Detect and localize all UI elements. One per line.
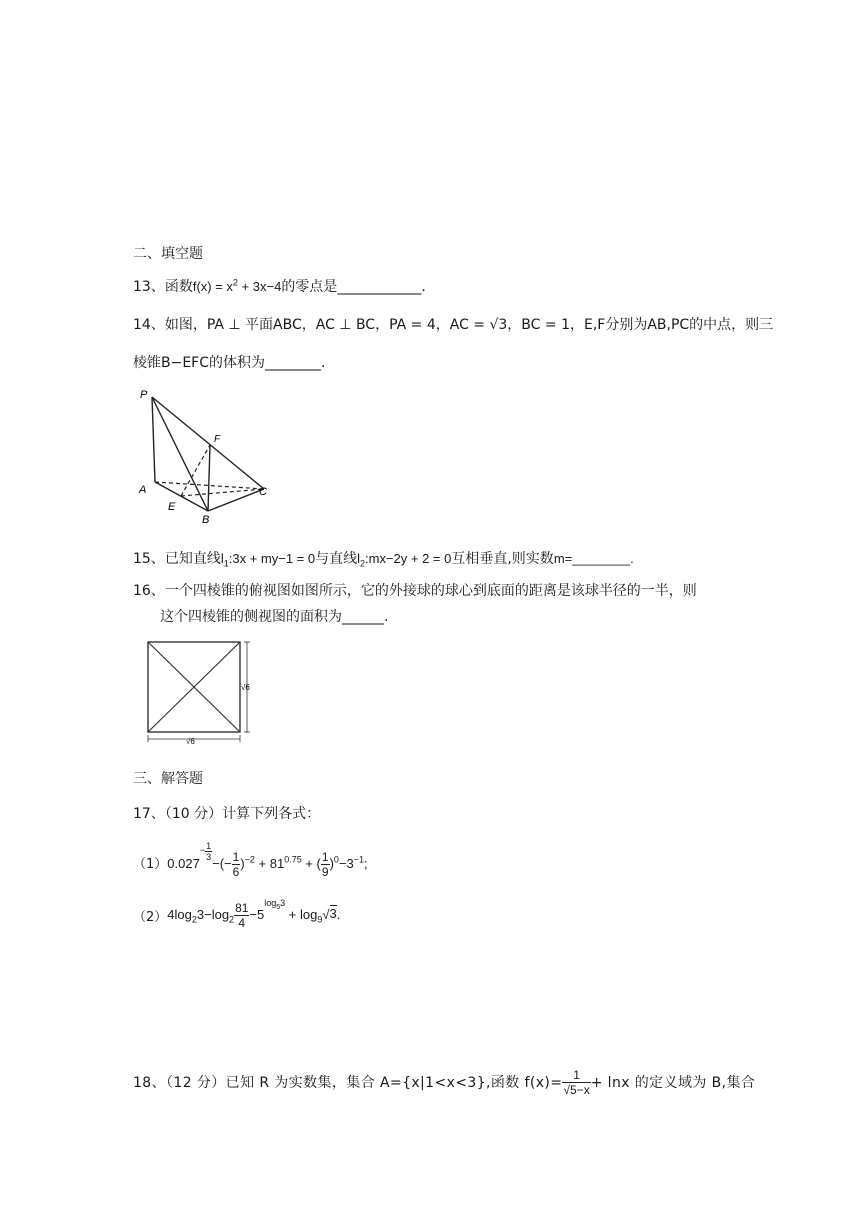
label-F: F xyxy=(214,434,221,445)
question-18: 18、（12 分）已知 R 为实数集，集合 A={x|1<x<3},函数 f(x)= $\frac{1}{√5-x}$ + lnx 的定义域为 B,集合 xyxy=(133,1067,756,1097)
section-heading-fill-in: 二、填空题 xyxy=(133,246,203,262)
q14-tetrahedron-figure xyxy=(135,385,285,525)
question-15: 15、已知直线$l_1:3x + my-1 = 0$与直线$l_2:mx-2y + 2 = 0$互相垂直,则实数m=________. xyxy=(133,551,634,569)
label-C: C xyxy=(259,486,267,498)
question-16-line1: 16、一个四棱锥的俯视图如图所示，它的外接球的球心到底面的距离是该球半径的一半，则 xyxy=(133,583,697,599)
q13-pre: 函数 xyxy=(164,279,193,295)
question-17-part1: （1） $0.027^{- \frac{1}{3}}$ −(− $\frac{1}{6}$ )$^{-2} + 81^{0.75}$ + ( $\frac{1}{9}$ )$^0-3^{-1}$; xyxy=(133,840,368,879)
label-P: P xyxy=(140,389,148,401)
question-14-line1: 14、如图，PA ⊥ 平面ABC，AC ⊥ BC，PA = 4，AC = √3，BC = 1，E,F分别为AB,PC的中点，则三 xyxy=(133,317,774,333)
label-A: A xyxy=(139,484,147,496)
section-heading-answer: 三、解答题 xyxy=(133,771,203,787)
label-B: B xyxy=(202,514,210,525)
question-13: 13、函数$f(x) = x^2 + 3x-4$的零点是____________. xyxy=(133,277,426,295)
question-17-part2: （2） $4\log_23-\log_2$ $\frac{81}{4}$ $-5^{log_53} + \log_9√3$. xyxy=(133,898,341,930)
q16-dim-bottom: √6 xyxy=(186,737,195,746)
q13-func: $f(x) = x^2 + 3x-4$ xyxy=(192,277,282,294)
q16-dim-right: √6 xyxy=(241,683,250,692)
label-E: E xyxy=(168,501,176,513)
q13-blank: ____________ xyxy=(337,279,422,295)
question-14-line2: 棱锥B−EFC的体积为________. xyxy=(133,355,326,371)
question-17-title: 17、（10 分）计算下列各式： xyxy=(133,806,321,822)
q13-post: 的零点是 xyxy=(281,279,338,295)
q13-number: 13、 xyxy=(133,279,165,295)
question-16-line2: 这个四棱锥的侧视图的面积为______. xyxy=(160,609,389,625)
q16-top-view-figure xyxy=(140,636,255,748)
